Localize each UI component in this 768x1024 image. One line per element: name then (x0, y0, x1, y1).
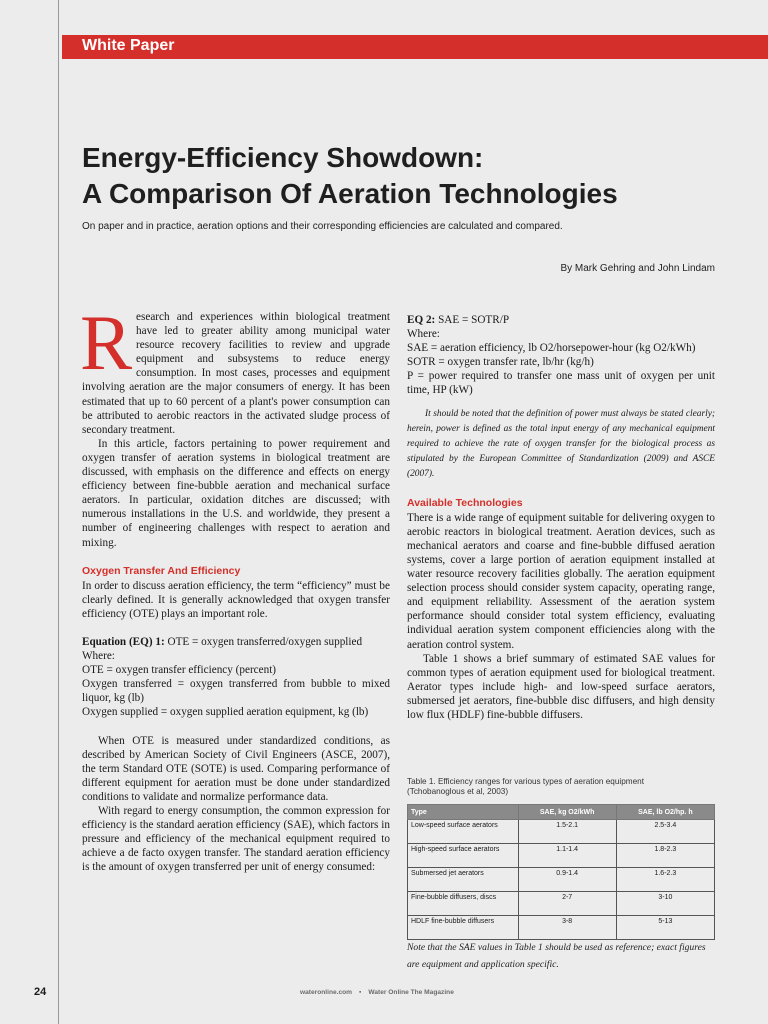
footer-site: wateronline.com (300, 989, 353, 996)
column-right (407, 313, 715, 722)
table-header-row (408, 805, 715, 820)
paragraph: In order to discuss aeration efficiency, the term “efficiency” must be clearly defined. It is generally acknowledged that oxygen transfer efficiency (OTE) plays an important role. (82, 579, 390, 620)
table-cell: 0.9-1.4 (518, 868, 616, 892)
column-left (80, 299, 390, 874)
margin-rule (58, 0, 59, 1024)
efficiency-table (407, 804, 715, 940)
drop-cap: R (80, 299, 133, 386)
paragraph: In this article, factors pertaining to power requirement and oxygen transfer of aeration systems in biological treatment are discussed, with emphasis on the difference and effects on energy efficiency between fine-bubble aeration and mechanical surface aerators. In particular, oxidation ditches are discussed; with numerous installations in the U.S. and worldwide, they present a number of engineering challenges with respect to aeration and mixing. (82, 437, 390, 549)
definition: SOTR = oxygen transfer rate, lb/hr (kg/h) (407, 356, 594, 369)
table-cell: 1.5-2.1 (518, 820, 616, 844)
table-row (408, 868, 715, 892)
definition: SAE = aeration efficiency, lb O2/horsepower-hour (kg O2/kWh) (407, 342, 696, 355)
paragraph-intro: Research and experiences within biological treatment have led to greater ability among municipal water resource recovery facilities to review and upgrade equipment and subsystems to reduce energy consumption. In most cases, processes and equipment involving aeration are the major consumers of energy. It has been estimated that up to 60 percent of a plant's power consumption can be attributed to aerobic reactors in the activated sludge process of secondary treatment. (80, 299, 390, 436)
definition: P = power required to transfer one mass unit of oxygen per unit time, HP (kW) (407, 370, 715, 397)
page-footer (300, 989, 454, 996)
table-row (408, 916, 715, 940)
equation-1: Equation (EQ) 1: OTE = oxygen transferred/oxygen supplied (82, 635, 363, 648)
table-row (408, 844, 715, 868)
paragraph: When OTE is measured under standardized conditions, as described by American Society of Civil Engineers (ASCE, 2007), the term Standard OTE (SOTE) is used. Comparing performance of different equipment for aeration must be done under standardized conditions to validate and normalize performance data. (82, 734, 390, 803)
table-cell: 1.1-1.4 (518, 844, 616, 868)
where-label: Where: (407, 328, 440, 341)
table-cell: 5-13 (616, 916, 714, 940)
table-cell: 1.8-2.3 (616, 844, 714, 868)
title-line-1: Energy-Efficiency Showdown: (82, 142, 484, 173)
section-heading: Oxygen Transfer And Efficiency (82, 564, 241, 577)
table-note: Note that the SAE values in Table 1 should be used as reference; exact figures are equipment and application specific. (407, 942, 706, 970)
where-label: Where: (82, 650, 115, 663)
byline: By Mark Gehring and John Lindam (560, 263, 715, 274)
paragraph: With regard to energy consumption, the common expression for efficiency is the standard aeration efficiency (SAE), which factors in pressure and efficiency of the mechanical equipment required to achieve a de facto oxygen transfer. The standard aeration efficiency is the amount of oxygen transferred per unit of energy consumed: (82, 805, 390, 874)
title-line-2: A Comparison Of Aeration Technologies (82, 178, 618, 209)
column-header: SAE, lb O2/hp. h (616, 805, 714, 820)
section-heading: Available Technologies (407, 496, 523, 509)
table-cell: 1.6-2.3 (616, 868, 714, 892)
article-title (82, 140, 742, 212)
table-caption: Table 1. Efficiency ranges for various types of aeration equipment (Tchobanoglous et al, 2003) (407, 777, 644, 796)
page-number: 24 (34, 986, 47, 998)
definition: OTE = oxygen transfer efficiency (percent) (82, 664, 277, 677)
footer-magazine: Water Online The Magazine (368, 989, 454, 996)
table-cell: HDLF fine-bubble diffusers (408, 916, 519, 940)
table-cell: 3-8 (518, 916, 616, 940)
table-cell: 3-10 (616, 892, 714, 916)
table-cell: 2.5-3.4 (616, 820, 714, 844)
table-row (408, 820, 715, 844)
column-header: SAE, kg O2/kWh (518, 805, 616, 820)
table-row (408, 892, 715, 916)
table-cell: Fine-bubble diffusers, discs (408, 892, 519, 916)
bullet-icon: ▪ (359, 989, 362, 996)
equation-2: EQ 2: SAE = SOTR/P (407, 314, 510, 326)
definition: Oxygen supplied = oxygen supplied aeration equipment, kg (lb) (82, 706, 369, 719)
article-subtitle: On paper and in practice, aeration options and their corresponding efficiencies are calculated and compared. (82, 221, 563, 232)
section-banner (62, 35, 768, 59)
table-cell: 2-7 (518, 892, 616, 916)
table-cell: High-speed surface aerators (408, 844, 519, 868)
definition: Oxygen transferred = oxygen transferred from bubble to mixed liquor, kg (lb) (82, 678, 390, 705)
banner-label: White Paper (82, 37, 175, 54)
paragraph: There is a wide range of equipment suitable for delivering oxygen to aerobic reactors in biological treatment. Aeration devices, such as mechanical aerators and coarse and fine-bubble diffused aeration systems, cover a large portion of aeration equipment installed at water resource recovery facilities globally. The aeration equipment selection process should consider system capacity, operating range, and equipment reliability. Assessment of the aeration system performance should consider total system efficiency, evaluating individual aeration system component efficiencies along with the aeration control system. (407, 511, 715, 651)
column-header: Type (408, 805, 519, 820)
table-cell: Low-speed surface aerators (408, 820, 519, 844)
italic-note: It should be noted that the definition of power must always be stated clearly; herein, power is defined as the total input energy of any mechanical equipment required to achieve the rate of oxygen transfer for the biological process as stipulated by the European Committee of Standardization (2009) and ASCE (2007). (407, 408, 715, 479)
paragraph: Table 1 shows a brief summary of estimated SAE values for common types of aeration equipment used for biological treatment. Aerator types include high- and low-speed surface aerators, submersed jet aerators, fine-bubble disc diffusers, and high density low flux (HDLF) fine-bubble diffusers. (407, 652, 715, 721)
table-cell: Submersed jet aerators (408, 868, 519, 892)
